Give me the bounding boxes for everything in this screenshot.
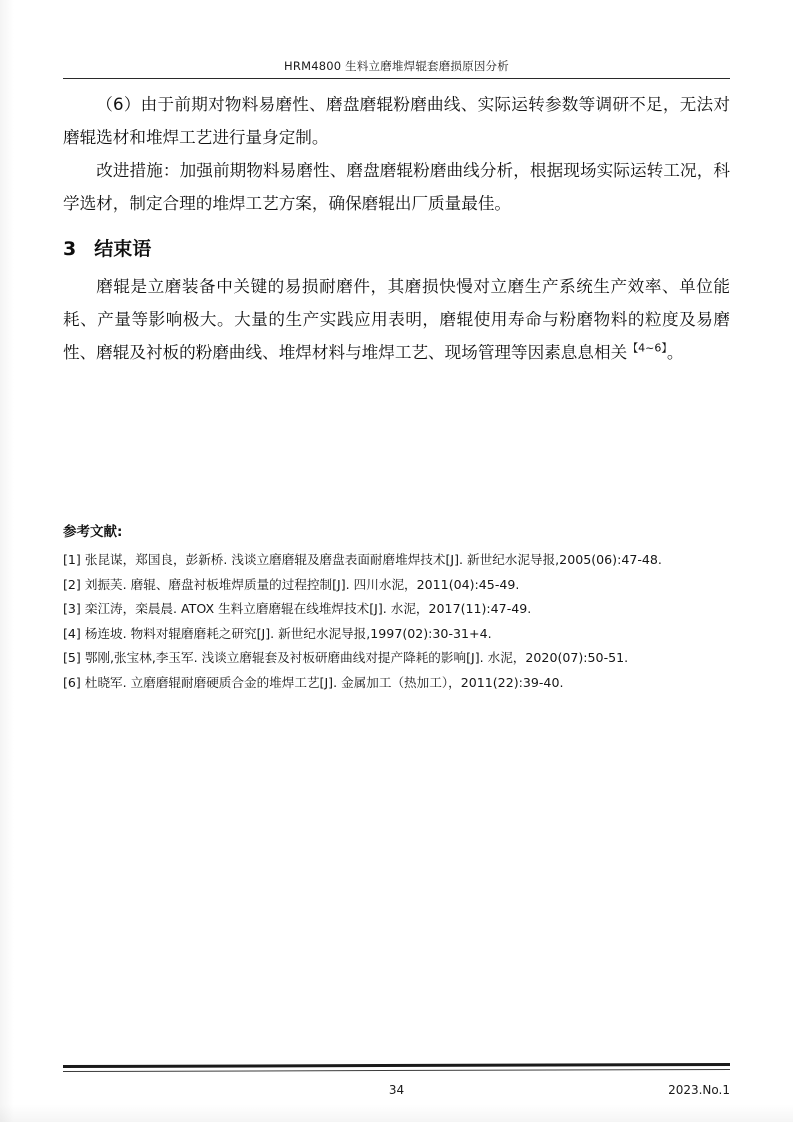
reference-item: [63, 597, 730, 622]
paragraph-conclusion: [63, 270, 730, 369]
body-text-area: [63, 88, 730, 369]
reference-marker: [1]: [63, 552, 81, 567]
references-section: [63, 520, 730, 695]
paragraph-6: （6）由于前期对物料易磨性、磨盘磨辊粉磨曲线、实际运转参数等调研不足，无法对磨辊选材和堆焊工艺进行量身定制。: [63, 95, 730, 147]
running-head-divider: [63, 78, 730, 79]
reference-item: [63, 573, 730, 598]
page-number: 34: [388, 1083, 405, 1097]
issue-label: 2023.No.1: [668, 1083, 730, 1097]
reference-item: [63, 671, 730, 696]
reference-item: [63, 646, 730, 671]
reference-item: [63, 622, 730, 647]
running-head: HRM4800 生料立磨堆焊辊套磨损原因分析: [284, 59, 509, 73]
conclusion-period: 。: [666, 343, 684, 362]
reference-marker: [5]: [63, 650, 81, 665]
reference-marker: [6]: [63, 674, 81, 690]
citation-reference-marker: 【4~6】: [627, 341, 667, 355]
conclusion-body: 磨辊是立磨装备中关键的易损耐磨件，其磨损快慢对立磨生产系统生产效率、单位能耗、产量等影响极大。大量的生产实践应用表明，磨辊使用寿命与粉磨物料的粒度及易磨性、磨辊及衬板的粉磨曲线、堆焊材料与堆焊工艺、现场管理等因素息息相关: [63, 277, 730, 362]
reference-text: 刘振芙. 磨辊、磨盘衬板堆焊质量的过程控制[J]. 四川水泥，2011(04):45-49.: [84, 576, 520, 592]
reference-text: 杜晓军. 立磨磨辊耐磨硬质合金的堆焊工艺[J]. 金属加工（热加工），2011(22):39-40.: [84, 674, 564, 690]
reference-text: 杨连坡. 物料对辊磨磨耗之研究[J]. 新世纪水泥导报,1997(02):30-31+4.: [84, 625, 492, 641]
reference-item: [63, 548, 730, 573]
section-heading-conclusion: [63, 232, 730, 266]
page-content: [63, 0, 730, 1122]
reference-text: 鄂刚,张宝林,李玉军. 浅谈立磨辊套及衬板研磨曲线对提产降耗的影响[J]. 水泥，2020(07):50-51.: [84, 650, 629, 665]
reference-text: 栾江涛，栾晨晨. ATOX 生料立磨磨辊在线堆焊技术[J]. 水泥，2017(11):47-49.: [84, 601, 532, 616]
reference-marker: [3]: [63, 601, 81, 616]
reference-text: 张昆谋，郑国良，彭新桥. 浅谈立磨磨辊及磨盘表面耐磨堆焊技术[J]. 新世纪水泥导报,2005(06):47-48.: [84, 552, 662, 567]
page-edge-shading: [0, 0, 14, 1122]
paragraph-improvement-measures: 改进措施：加强前期物料易磨性、磨盘磨辊粉磨曲线分析，根据现场实际运转工况，科学选材，制定合理的堆焊工艺方案，确保磨辊出厂质量最佳。: [63, 161, 730, 213]
section-number: 3: [63, 238, 77, 260]
reference-marker: [2]: [63, 576, 81, 592]
section-title: 结束语: [94, 238, 152, 260]
references-title: 参考文献:: [63, 524, 123, 540]
reference-marker: [4]: [63, 625, 81, 641]
